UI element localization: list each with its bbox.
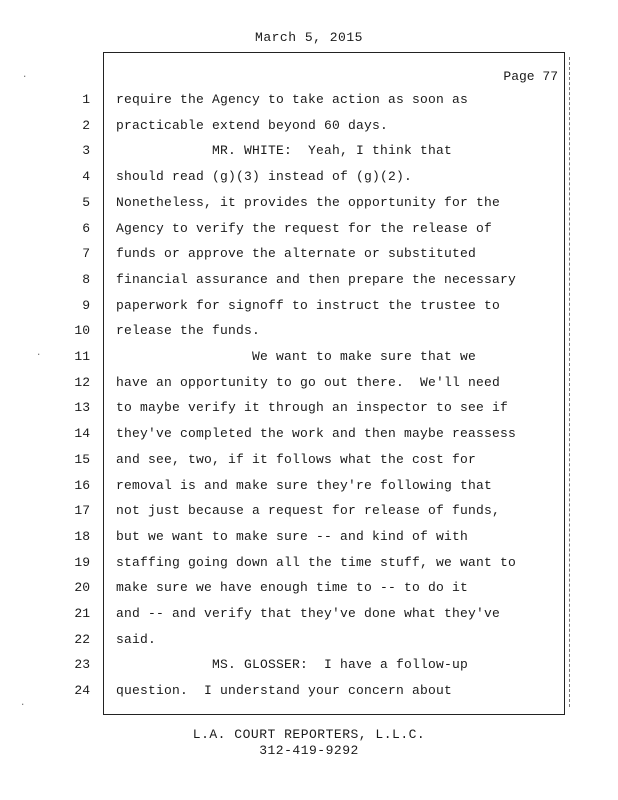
line-number: 7 bbox=[82, 246, 90, 261]
line-number: 12 bbox=[74, 375, 90, 390]
footer-phone: 312-419-9292 bbox=[259, 743, 359, 758]
header-date: March 5, 2015 bbox=[255, 30, 363, 45]
line-text: financial assurance and then prepare the necessary bbox=[116, 272, 517, 287]
line-text: funds or approve the alternate or substituted bbox=[116, 246, 477, 261]
line-text: have an opportunity to go out there. We'll need bbox=[116, 375, 501, 390]
line-number: 15 bbox=[74, 452, 90, 467]
line-number: 13 bbox=[74, 400, 90, 415]
line-text: Nonetheless, it provides the opportunity for the bbox=[116, 195, 501, 210]
line-number: 3 bbox=[82, 143, 90, 158]
line-text: question. I understand your concern about bbox=[116, 683, 453, 698]
line-text: but we want to make sure -- and kind of with bbox=[116, 529, 469, 544]
line-number: 17 bbox=[74, 503, 90, 518]
line-text: and -- and verify that they've done what they've bbox=[116, 606, 501, 621]
line-text: make sure we have enough time to -- to do it bbox=[116, 580, 469, 595]
line-text: to maybe verify it through an inspector to see if bbox=[116, 400, 509, 415]
line-number: 20 bbox=[74, 580, 90, 595]
line-text: MS. GLOSSER: I have a follow-up bbox=[116, 657, 469, 672]
line-text: release the funds. bbox=[116, 323, 261, 338]
line-number: 5 bbox=[82, 195, 90, 210]
line-text: Agency to verify the request for the release of bbox=[116, 221, 493, 236]
scan-speck: · bbox=[36, 350, 42, 360]
footer-company: L.A. COURT REPORTERS, L.L.C. bbox=[192, 727, 426, 742]
line-number: 8 bbox=[82, 272, 90, 287]
line-number: 2 bbox=[82, 118, 90, 133]
line-number: 16 bbox=[74, 478, 90, 493]
line-number: 18 bbox=[74, 529, 90, 544]
scan-speck: · bbox=[20, 700, 26, 710]
line-text: practicable extend beyond 60 days. bbox=[116, 118, 389, 133]
line-number: 21 bbox=[74, 606, 90, 621]
scan-speck: · bbox=[22, 72, 28, 82]
line-text: We want to make sure that we bbox=[116, 349, 477, 364]
line-number: 23 bbox=[74, 657, 90, 672]
line-number: 11 bbox=[74, 349, 90, 364]
line-number: 1 bbox=[82, 92, 90, 107]
line-number: 14 bbox=[74, 426, 90, 441]
line-number: 24 bbox=[74, 683, 90, 698]
page-number: Page 77 bbox=[503, 69, 558, 84]
line-number: 10 bbox=[74, 323, 90, 338]
line-text: staffing going down all the time stuff, we want to bbox=[116, 555, 517, 570]
line-text: and see, two, if it follows what the cost for bbox=[116, 452, 477, 467]
line-text: require the Agency to take action as soon as bbox=[116, 92, 469, 107]
line-text: MR. WHITE: Yeah, I think that bbox=[116, 143, 453, 158]
line-text: should read (g)(3) instead of (g)(2). bbox=[116, 169, 413, 184]
line-text: said. bbox=[116, 632, 157, 647]
line-number: 6 bbox=[82, 221, 90, 236]
line-number: 9 bbox=[82, 298, 90, 313]
line-text: not just because a request for release of funds, bbox=[116, 503, 501, 518]
line-text: removal is and make sure they're following that bbox=[116, 478, 493, 493]
line-number: 4 bbox=[82, 169, 90, 184]
line-number: 22 bbox=[74, 632, 90, 647]
line-number: 19 bbox=[74, 555, 90, 570]
line-text: paperwork for signoff to instruct the trustee to bbox=[116, 298, 501, 313]
line-text: they've completed the work and then maybe reassess bbox=[116, 426, 517, 441]
